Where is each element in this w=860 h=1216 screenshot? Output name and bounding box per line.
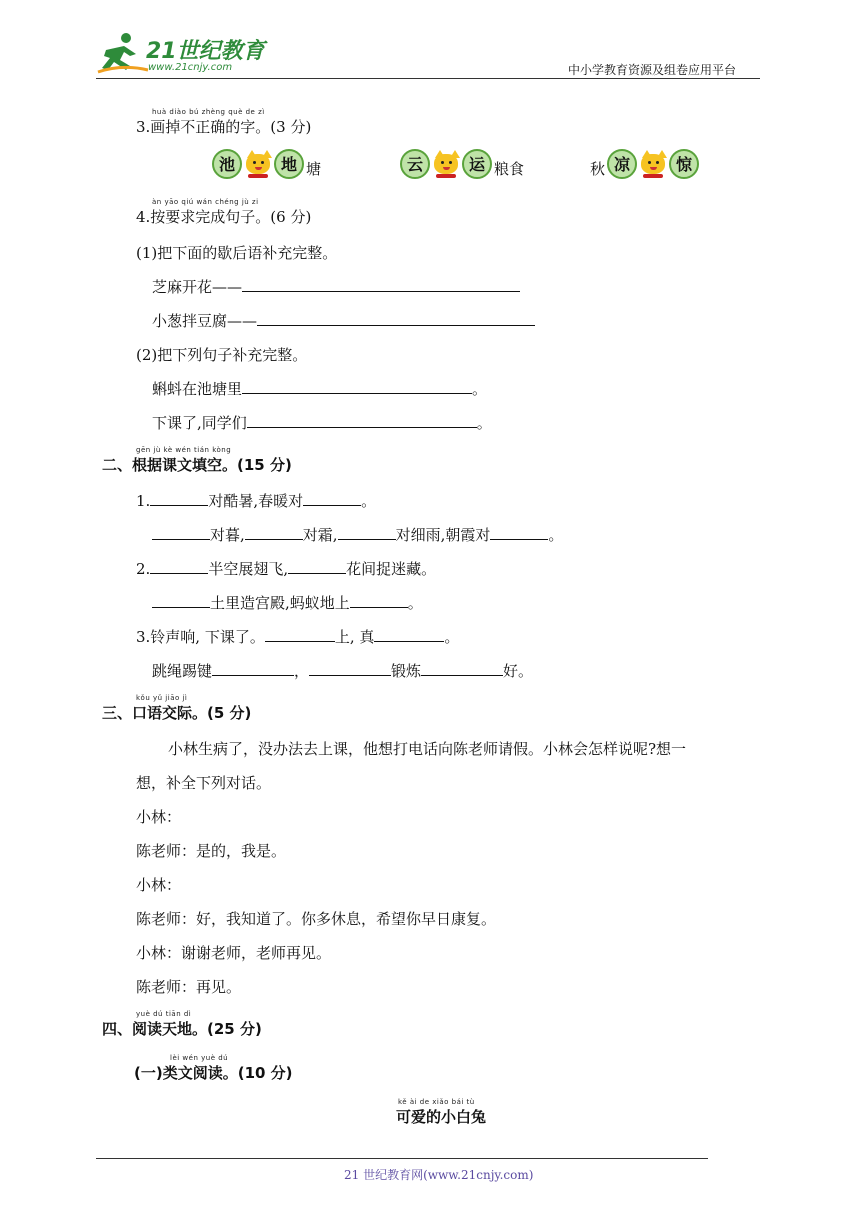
answer-blank[interactable] [309, 661, 391, 676]
sec3-title: 三、口语交际。(5 分) [102, 704, 252, 722]
runner-logo-icon [96, 30, 150, 76]
q3-prefix: 秋 [590, 160, 606, 178]
q4-line2-text: 小葱拌豆腐—— [152, 312, 258, 330]
q3-pinyin: huà diào bú zhèng què de zì [152, 108, 265, 116]
q3-choice-b[interactable]: 惊 [669, 149, 699, 179]
row-text: 好。 [503, 662, 534, 680]
answer-blank[interactable] [245, 525, 303, 540]
dialog-line: 小林： [136, 808, 182, 826]
q4-line1-text: 芝麻开花—— [152, 278, 243, 296]
answer-blank[interactable] [150, 559, 208, 574]
period: 。 [472, 380, 488, 398]
sec2-row4 [152, 592, 423, 613]
answer-blank[interactable] [242, 277, 520, 292]
sec3-para-line1: 小林生病了，没办法去上课，他想打电话向陈老师请假。小林会怎样说呢?想一 [168, 740, 687, 758]
q3-choice-b[interactable]: 地 [274, 149, 304, 179]
q4-line3 [152, 378, 487, 399]
sec2-row6 [152, 660, 533, 681]
header-right-text: 中小学教育资源及组卷应用平台 [568, 63, 737, 77]
dialog-line: 陈老师：再见。 [136, 978, 242, 996]
q4-sub2: (2)把下列句子补充完整。 [136, 346, 308, 364]
cartoon-cat-icon [430, 150, 462, 178]
q3-group-3 [590, 148, 699, 179]
answer-blank[interactable] [338, 525, 396, 540]
answer-blank[interactable] [303, 491, 361, 506]
dialog-line: 小林：谢谢老师，老师再见。 [136, 944, 332, 962]
answer-blank[interactable] [152, 593, 210, 608]
sec3-para-line2: 想，补全下列对话。 [136, 774, 272, 792]
row-text: 1. [136, 492, 151, 510]
q3-group-1 [212, 148, 321, 179]
q4-pinyin: àn yāo qiú wán chéng jù zi [152, 198, 259, 206]
cartoon-cat-icon [637, 150, 669, 178]
period: 。 [476, 414, 492, 432]
logo-main-text: 21世纪教育 [146, 39, 265, 64]
cartoon-cat-icon [242, 150, 274, 178]
q3-suffix: 粮食 [494, 160, 525, 178]
sec2-row2 [152, 524, 563, 545]
story-title-pinyin: kě ài de xiǎo bái tù [398, 1098, 475, 1106]
q4-line3-text: 蝌蚪在池塘里 [152, 380, 243, 398]
sec4-sub-title: (一)类文阅读。(10 分) [134, 1064, 293, 1082]
row-text: 对细雨,朝霞对 [395, 526, 491, 544]
q3-group-2 [400, 148, 524, 179]
row-text: 2. [136, 560, 151, 578]
dialog-line: 小林： [136, 876, 182, 894]
answer-blank[interactable] [257, 311, 535, 326]
answer-blank[interactable] [152, 525, 210, 540]
row-text: 3.铃声响, 下课了。 [136, 628, 265, 646]
q4-sub1: (1)把下面的歇后语补充完整。 [136, 244, 338, 262]
row-text: 。 [361, 492, 377, 510]
header-divider [96, 78, 760, 79]
answer-blank[interactable] [247, 413, 477, 428]
dialog-line: 陈老师：是的，我是。 [136, 842, 287, 860]
row-text: 。 [548, 526, 564, 544]
sec2-row5 [136, 626, 459, 647]
sec2-row3 [136, 558, 436, 579]
q3-choice-a[interactable]: 池 [212, 149, 242, 179]
q3-choice-b[interactable]: 运 [462, 149, 492, 179]
sec2-row1 [136, 490, 376, 511]
answer-blank[interactable] [350, 593, 408, 608]
q3-suffix: 塘 [306, 160, 322, 178]
q4-line4-text: 下课了,同学们 [152, 414, 247, 432]
story-title: 可爱的小白兔 [396, 1108, 487, 1126]
footer-divider [96, 1158, 708, 1159]
logo-url-text: www.21cnjy.com [148, 62, 233, 73]
row-text: 。 [444, 628, 460, 646]
sec2-title: 二、根据课文填空。(15 分) [102, 456, 292, 474]
answer-blank[interactable] [242, 379, 472, 394]
row-text: 土里造宫殿,蚂蚁地上 [210, 594, 350, 612]
row-text: 对酷暑,春暖对 [208, 492, 304, 510]
q4-line2 [152, 310, 535, 331]
answer-blank[interactable] [150, 491, 208, 506]
row-text: 对暮, [210, 526, 245, 544]
sec4-title: 四、阅读天地。(25 分) [102, 1020, 262, 1038]
sec3-pinyin: kǒu yǔ jiāo jì [136, 694, 188, 702]
row-text: ， [294, 662, 310, 680]
q4-line4 [152, 412, 492, 433]
answer-blank[interactable] [374, 627, 444, 642]
q3-title: 3.画掉不正确的字。(3 分) [136, 118, 312, 136]
row-text: 对霜, [302, 526, 338, 544]
answer-blank[interactable] [288, 559, 346, 574]
row-text: 半空展翅飞, [208, 560, 289, 578]
row-text: 锻炼 [391, 662, 422, 680]
sec2-pinyin: gēn jù kè wén tián kòng [136, 446, 232, 454]
answer-blank[interactable] [212, 661, 294, 676]
q4-title: 4.按要求完成句子。(6 分) [136, 208, 312, 226]
footer-text: 21 世纪教育网(www.21cnjy.com) [344, 1168, 534, 1182]
sec4-pinyin: yuè dú tiān dì [136, 1010, 192, 1018]
row-text: 上, 真 [334, 628, 375, 646]
dialog-line: 陈老师：好，我知道了。你多休息，希望你早日康复。 [136, 910, 497, 928]
answer-blank[interactable] [265, 627, 335, 642]
row-text: 。 [407, 594, 423, 612]
q3-choice-a[interactable]: 云 [400, 149, 430, 179]
logo [96, 30, 266, 78]
answer-blank[interactable] [490, 525, 548, 540]
q4-line1 [152, 276, 520, 297]
sec4-sub-pinyin: lèi wén yuè dú [170, 1054, 229, 1062]
row-text: 跳绳踢键 [152, 662, 213, 680]
q3-choice-a[interactable]: 凉 [607, 149, 637, 179]
row-text: 花间捉迷藏。 [346, 560, 437, 578]
answer-blank[interactable] [421, 661, 503, 676]
